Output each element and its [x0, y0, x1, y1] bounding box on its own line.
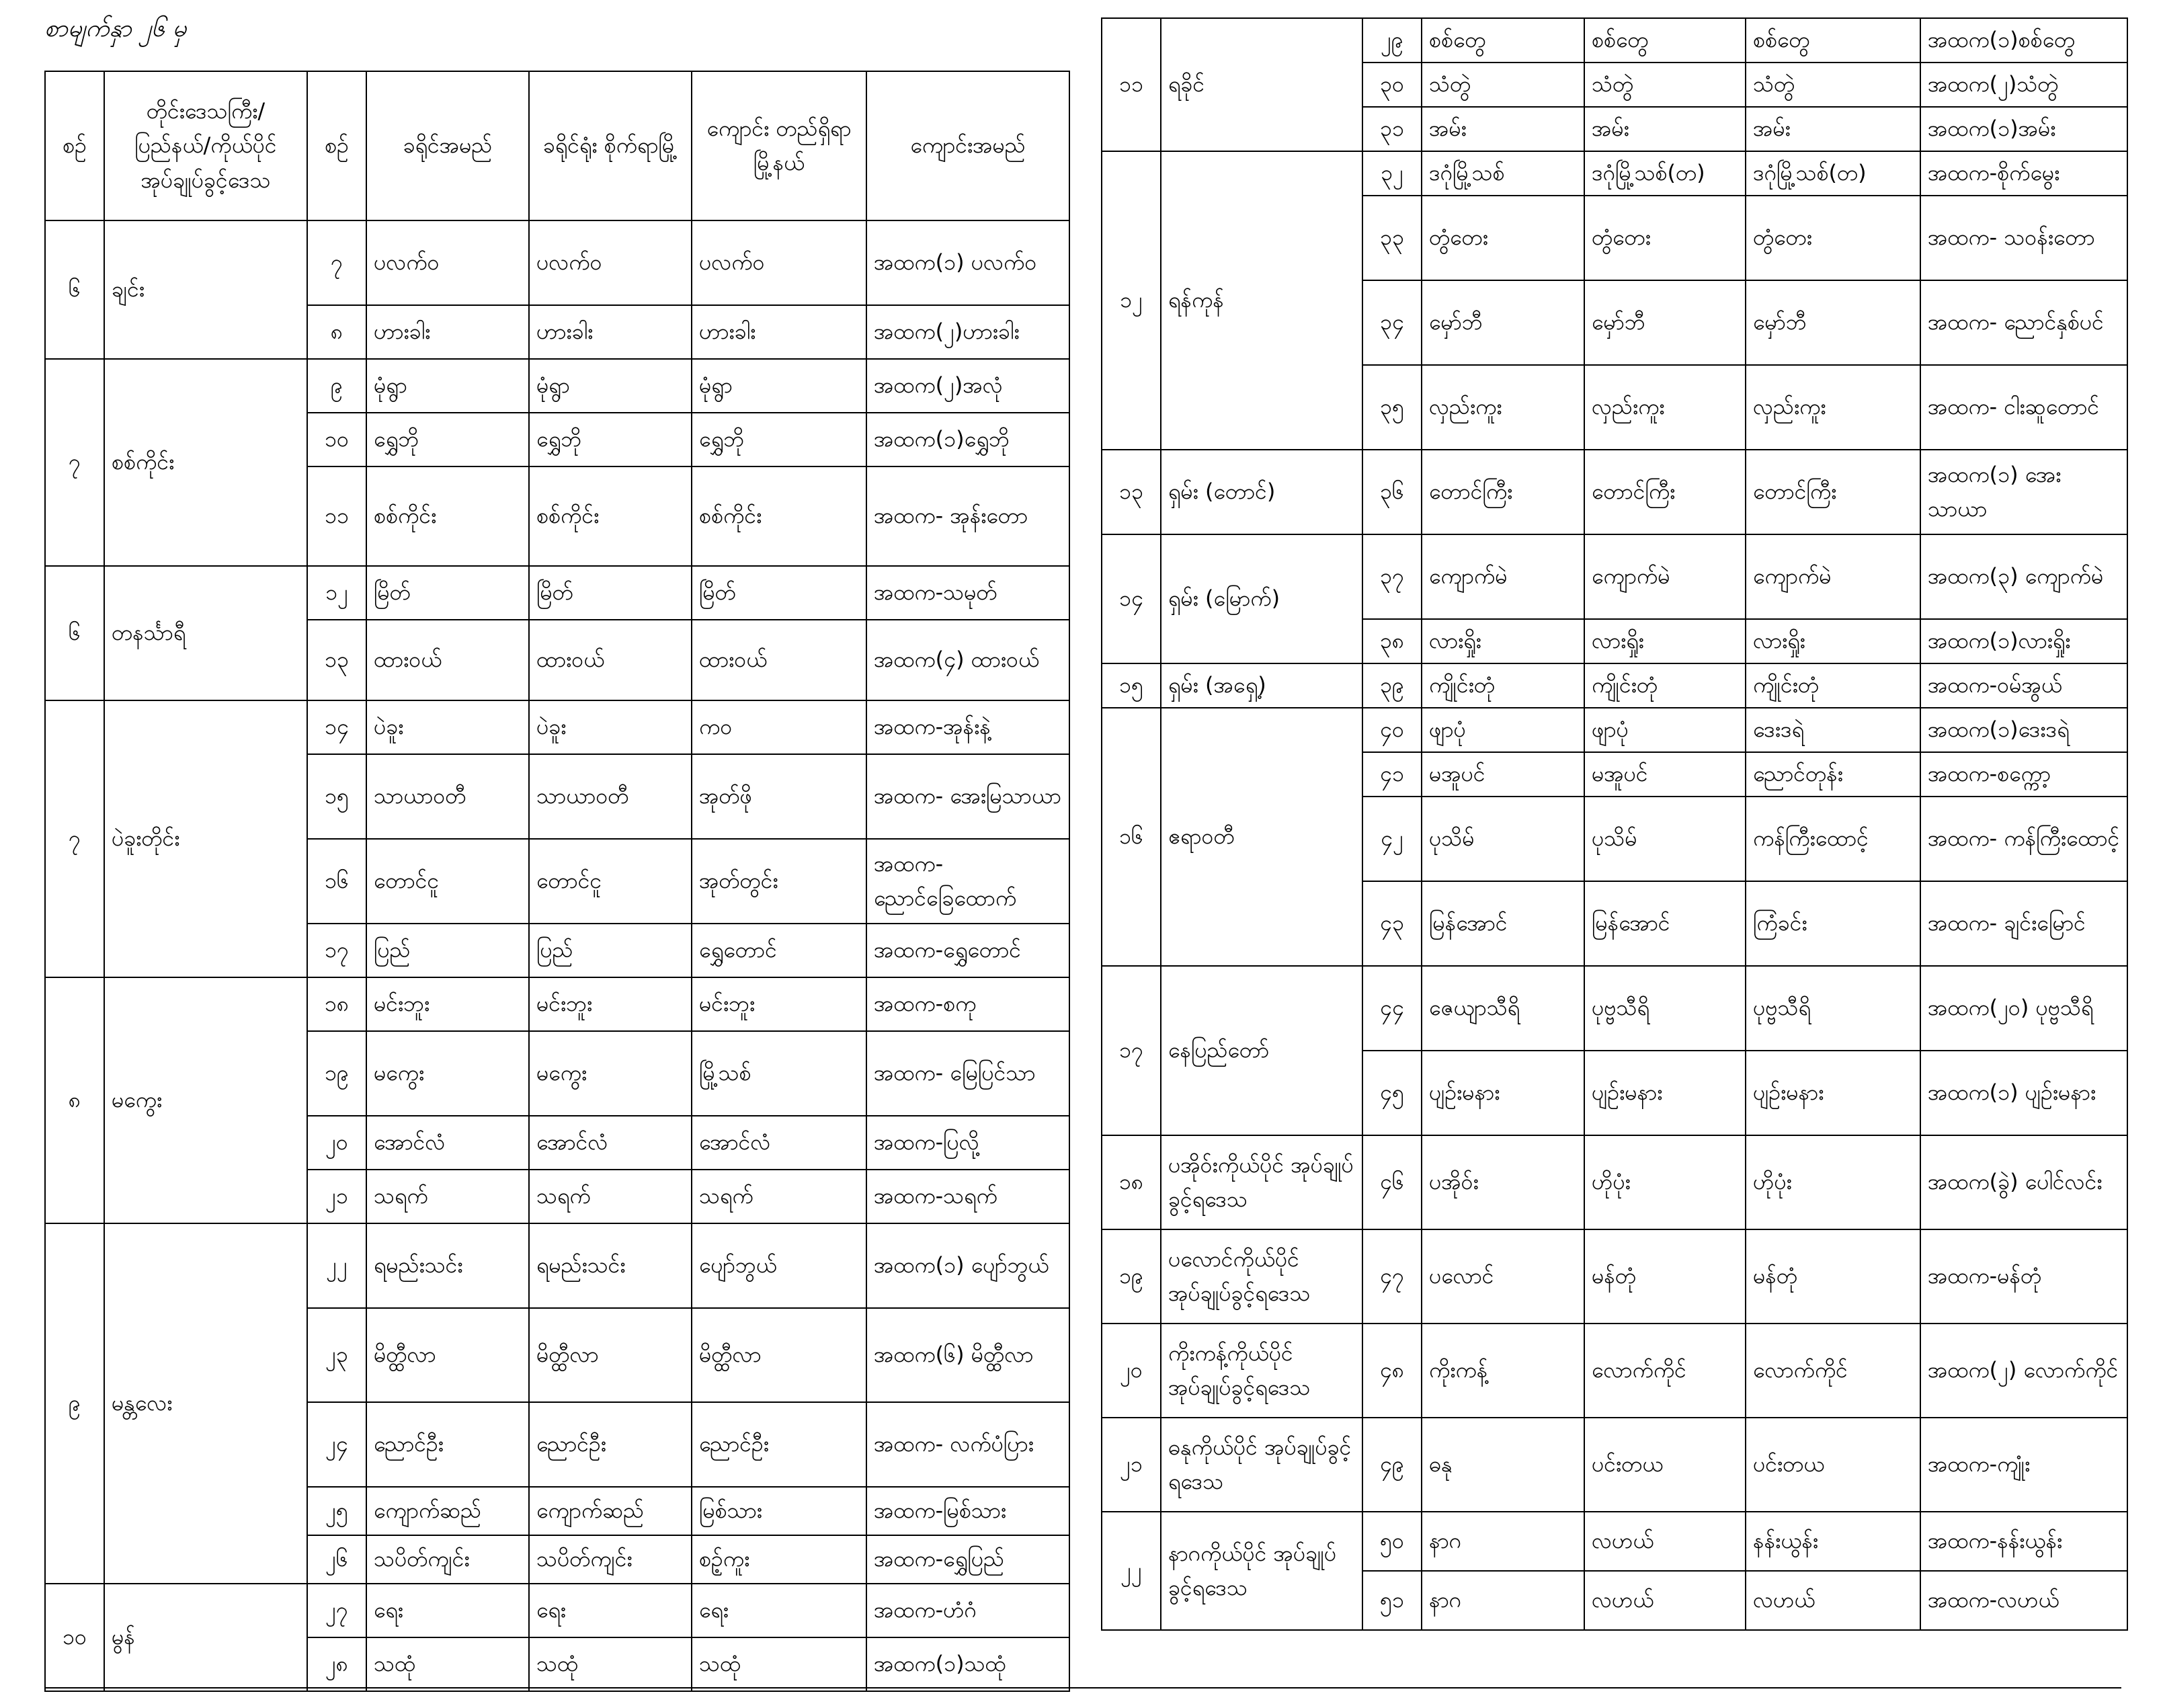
region-name: ချင်း	[104, 220, 307, 359]
school-name: အထက(၁)သထုံ	[866, 1637, 1069, 1691]
header-row	[45, 71, 1069, 220]
region-name: ကိုးကန့်ကိုယ်ပိုင် အုပ်ချုပ်ခွင့်ရဒေသ	[1161, 1324, 1362, 1418]
school-name: အထက- ညောင်ခြေထောက်	[866, 839, 1069, 924]
region-name: မန္တလေး	[104, 1223, 307, 1584]
school-township: ထားဝယ်	[692, 620, 866, 700]
region-name: ရှမ်း (တောင်)	[1161, 450, 1362, 534]
district-name: နာဂ	[1422, 1512, 1584, 1571]
school-township: ပလက်ဝ	[692, 220, 866, 305]
district-hq: ကျောက်မဲ	[1584, 534, 1746, 619]
region-number: ၂၀	[1102, 1324, 1161, 1418]
district-number: ၁၅	[307, 754, 366, 839]
district-hq: မိတ္ထီလာ	[529, 1308, 692, 1402]
district-name: ပျဉ်းမနား	[1422, 1051, 1584, 1135]
right-table	[1101, 17, 2128, 1631]
school-name: အထက-ရွှေတောင်	[866, 924, 1069, 977]
district-number: ၂၅	[307, 1487, 366, 1535]
bottom-rule	[44, 1687, 2121, 1689]
district-hq: သပိတ်ကျင်း	[529, 1535, 692, 1584]
school-name: အထက(၄) ထားဝယ်	[866, 620, 1069, 700]
district-name: မအူပင်	[1422, 752, 1584, 797]
school-name: အထက-သရက်	[866, 1170, 1069, 1223]
school-township: စစ်ကိုင်း	[692, 466, 866, 566]
school-township: အုတ်တွင်း	[692, 839, 866, 924]
district-hq: ပြည်	[529, 924, 692, 977]
school-name: အထက(၂)အလုံ	[866, 359, 1069, 413]
school-name: အထက-နန်းယွန်း	[1920, 1512, 2127, 1571]
school-township: လောက်ကိုင်	[1746, 1324, 1920, 1418]
district-number: ၄၀	[1362, 708, 1422, 752]
district-hq: ပင်းတယ	[1584, 1418, 1746, 1512]
district-hq: မုံရွာ	[529, 359, 692, 413]
region-number: ၈	[45, 977, 104, 1223]
district-name: ပြည်	[366, 924, 529, 977]
district-name: တောင်ငူ	[366, 839, 529, 924]
district-number: ၉	[307, 359, 366, 413]
district-name: မြိတ်	[366, 566, 529, 620]
school-township: ရွှေတောင်	[692, 924, 866, 977]
school-township: ဒေးဒရဲ	[1746, 708, 1920, 752]
district-name: စစ်ကိုင်း	[366, 466, 529, 566]
district-hq: တောင်ကြီး	[1584, 450, 1746, 534]
school-township: ပျော်ဘွယ်	[692, 1223, 866, 1308]
district-hq: ထားဝယ်	[529, 620, 692, 700]
table-row	[1102, 534, 2127, 619]
district-number: ၄၂	[1362, 797, 1422, 881]
school-name: အထက- ကန်ကြီးထောင့်	[1920, 797, 2127, 881]
district-name: ကျိုင်းတုံ	[1422, 663, 1584, 708]
district-number: ၁၆	[307, 839, 366, 924]
table-row	[1102, 1418, 2127, 1512]
district-name: ဖျာပုံ	[1422, 708, 1584, 752]
school-name: အထက(၁) အေးသာယာ	[1920, 450, 2127, 534]
district-hq: လားရှိုး	[1584, 619, 1746, 663]
school-name: အထက-ပြလို့	[866, 1116, 1069, 1170]
district-number: ၃၄	[1362, 280, 1422, 365]
table-row	[45, 359, 1069, 413]
header-no2: စဉ်	[307, 71, 366, 220]
school-name: အထက-မန်တုံ	[1920, 1229, 2127, 1324]
district-name: ဟားခါး	[366, 305, 529, 359]
district-hq: မြန်အောင်	[1584, 881, 1746, 966]
school-township: နန်းယွန်း	[1746, 1512, 1920, 1571]
school-township: မြစ်သား	[692, 1487, 866, 1535]
district-number: ၂၉	[1362, 18, 1422, 63]
district-number: ၃၆	[1362, 450, 1422, 534]
district-number: ၁၂	[307, 566, 366, 620]
school-township: တောင်ကြီး	[1746, 450, 1920, 534]
table-row	[1102, 151, 2127, 196]
table-row	[1102, 1135, 2127, 1229]
district-hq: ဖျာပုံ	[1584, 708, 1746, 752]
district-number: ၄၃	[1362, 881, 1422, 966]
school-township: ကျောက်မဲ	[1746, 534, 1920, 619]
district-number: ၄၅	[1362, 1051, 1422, 1135]
district-hq: လဟယ်	[1584, 1512, 1746, 1571]
district-number: ၃၉	[1362, 663, 1422, 708]
district-hq: ရွှေဘို	[529, 413, 692, 466]
district-number: ၂၇	[307, 1584, 366, 1637]
district-hq: ဟားခါး	[529, 305, 692, 359]
region-number: ၂၂	[1102, 1512, 1161, 1630]
school-township: မုံရွာ	[692, 359, 866, 413]
school-township: လဟယ်	[1746, 1571, 1920, 1630]
district-name: နာဂ	[1422, 1571, 1584, 1630]
district-number: ၁၈	[307, 977, 366, 1031]
school-name: အထက-ဟံဂံ	[866, 1584, 1069, 1637]
header-hq: ခရိုင်ရုံး စိုက်ရာမြို့	[529, 71, 692, 220]
region-number: ၆	[45, 566, 104, 700]
district-number: ၂၂	[307, 1223, 366, 1308]
school-township: မိတ္ထီလာ	[692, 1308, 866, 1402]
school-name: အထက(၃) ကျောက်မဲ	[1920, 534, 2127, 619]
school-name: အထက-စကု	[866, 977, 1069, 1031]
school-name: အထက(၁) ပျော်ဘွယ်	[866, 1223, 1069, 1308]
school-name: အထက- မြေပြင်သာ	[866, 1031, 1069, 1116]
school-township: လားရှိုး	[1746, 619, 1920, 663]
region-number: ၁၁	[1102, 18, 1161, 151]
school-township: မြိတ်	[692, 566, 866, 620]
district-hq: ပလက်ဝ	[529, 220, 692, 305]
region-number: ၆	[45, 220, 104, 359]
region-name: ရန်ကုန်	[1161, 151, 1362, 450]
school-name: အထက-မြစ်သား	[866, 1487, 1069, 1535]
district-hq: စစ်ကိုင်း	[529, 466, 692, 566]
region-number: ၇	[45, 700, 104, 977]
district-hq: မန်တုံ	[1584, 1229, 1746, 1324]
school-name: အထက-လဟယ်	[1920, 1571, 2127, 1630]
district-hq: ဟိုပုံး	[1584, 1135, 1746, 1229]
district-number: ၃၂	[1362, 151, 1422, 196]
school-township: အောင်လံ	[692, 1116, 866, 1170]
region-number: ၁၆	[1102, 708, 1161, 966]
school-name: အထက-အုန်းနဲ့	[866, 700, 1069, 754]
district-number: ၃၈	[1362, 619, 1422, 663]
district-hq: ပုဗ္ဗသီရိ	[1584, 966, 1746, 1051]
region-number: ၁၅	[1102, 663, 1161, 708]
school-township: ဟားခါး	[692, 305, 866, 359]
district-number: ၄၁	[1362, 752, 1422, 797]
school-name: အထက- ချင်းမြောင်	[1920, 881, 2127, 966]
district-number: ၄၈	[1362, 1324, 1422, 1418]
district-name: ကျောက်ဆည်	[366, 1487, 529, 1535]
school-township: မင်းဘူး	[692, 977, 866, 1031]
table-row	[45, 220, 1069, 305]
region-number: ၁၉	[1102, 1229, 1161, 1324]
school-township: ပင်းတယ	[1746, 1418, 1920, 1512]
school-name: အထက- လက်ပံပြား	[866, 1402, 1069, 1487]
region-number: ၁၄	[1102, 534, 1161, 663]
district-number: ၁၁	[307, 466, 366, 566]
district-name: မင်းဘူး	[366, 977, 529, 1031]
table-row	[45, 1584, 1069, 1637]
region-number: ၁၂	[1102, 151, 1161, 450]
district-number: ၄၄	[1362, 966, 1422, 1051]
school-name: အထက(၁)ဒေးဒရဲ	[1920, 708, 2127, 752]
school-township: မန်တုံ	[1746, 1229, 1920, 1324]
district-hq: ပျဉ်းမနား	[1584, 1051, 1746, 1135]
district-name: မိတ္ထီလာ	[366, 1308, 529, 1402]
school-name: အထက- အေးမြသာယာ	[866, 754, 1069, 839]
district-number: ၂၁	[307, 1170, 366, 1223]
district-number: ၃၇	[1362, 534, 1422, 619]
district-hq: သံတွဲ	[1584, 63, 1746, 107]
district-number: ၁၃	[307, 620, 366, 700]
table-row	[1102, 1512, 2127, 1571]
school-name: အထက- သဝန်းတော	[1920, 196, 2127, 280]
district-number: ၄၆	[1362, 1135, 1422, 1229]
school-township: သထုံ	[692, 1637, 866, 1691]
region-number: ၁၈	[1102, 1135, 1161, 1229]
district-hq: ကျောက်ဆည်	[529, 1487, 692, 1535]
school-name: အထက- ညောင်နှစ်ပင်	[1920, 280, 2127, 365]
district-hq: မအူပင်	[1584, 752, 1746, 797]
district-number: ၃၀	[1362, 63, 1422, 107]
district-hq: ညောင်ဦး	[529, 1402, 692, 1487]
left-table	[44, 71, 1070, 1692]
district-name: တွံတေး	[1422, 196, 1584, 280]
region-name: ပဲခူးတိုင်း	[104, 700, 307, 977]
district-hq: လောက်ကိုင်	[1584, 1324, 1746, 1418]
district-hq: အမ်း	[1584, 107, 1746, 151]
district-number: ၈	[307, 305, 366, 359]
table-row	[1102, 966, 2127, 1051]
table-row	[1102, 708, 2127, 752]
school-name: အထက(၂)ဟားခါး	[866, 305, 1069, 359]
district-name: လားရှိုး	[1422, 619, 1584, 663]
school-name: အထက(၁)စစ်တွေ	[1920, 18, 2127, 63]
school-name: အထက- ငါးဆူတောင်	[1920, 365, 2127, 450]
district-name: သာယာဝတီ	[366, 754, 529, 839]
region-number: ၂၁	[1102, 1418, 1161, 1512]
district-hq: ဒဂုံမြို့သစ်(တ)	[1584, 151, 1746, 196]
district-hq: မင်းဘူး	[529, 977, 692, 1031]
table-row	[1102, 18, 2127, 63]
district-number: ၅၁	[1362, 1571, 1422, 1630]
district-name: မှော်ဘီ	[1422, 280, 1584, 365]
table-row	[1102, 1229, 2127, 1324]
school-township: စဥ့်ကူး	[692, 1535, 866, 1584]
header-district: ခရိုင်အမည်	[366, 71, 529, 220]
table-row	[45, 700, 1069, 754]
school-township: ပုဗ္ဗသီရိ	[1746, 966, 1920, 1051]
district-name: ဒဂုံမြို့သစ်	[1422, 151, 1584, 196]
header-school: ကျောင်းအမည်	[866, 71, 1069, 220]
table-row	[1102, 1324, 2127, 1418]
school-township: ပျဉ်းမနား	[1746, 1051, 1920, 1135]
district-hq: ပုသိမ်	[1584, 797, 1746, 881]
district-name: သပိတ်ကျင်း	[366, 1535, 529, 1584]
district-hq: မှော်ဘီ	[1584, 280, 1746, 365]
district-number: ၂၆	[307, 1535, 366, 1584]
school-township: ဟိုပုံး	[1746, 1135, 1920, 1229]
district-hq: ပဲခူး	[529, 700, 692, 754]
region-name: ပအိုဝ်းကိုယ်ပိုင် အုပ်ချုပ်ခွင့်ရဒေသ	[1161, 1135, 1362, 1229]
table-row	[1102, 450, 2127, 534]
district-number: ၂၄	[307, 1402, 366, 1487]
district-name: ပုသိမ်	[1422, 797, 1584, 881]
district-name: တောင်ကြီး	[1422, 450, 1584, 534]
district-hq: အောင်လံ	[529, 1116, 692, 1170]
district-name: ရွှေဘို	[366, 413, 529, 466]
district-hq: လဟယ်	[1584, 1571, 1746, 1630]
district-number: ၅၀	[1362, 1512, 1422, 1571]
region-number: ၉	[45, 1223, 104, 1584]
district-name: ပလောင်	[1422, 1229, 1584, 1324]
region-name: ရှမ်း (အရှေ့)	[1161, 663, 1362, 708]
region-name: ဧရာဝတီ	[1161, 708, 1362, 966]
district-number: ၃၅	[1362, 365, 1422, 450]
table-row	[45, 1223, 1069, 1308]
district-number: ၄၇	[1362, 1229, 1422, 1324]
district-number: ၁၀	[307, 413, 366, 466]
school-name: အထက(၂) လောက်ကိုင်	[1920, 1324, 2127, 1418]
region-name: တနင်္သာရီ	[104, 566, 307, 700]
district-name: ကိုးကန့်	[1422, 1324, 1584, 1418]
district-hq: သရက်	[529, 1170, 692, 1223]
school-name: အထက(၁) ပလက်ဝ	[866, 220, 1069, 305]
school-township: တွံတေး	[1746, 196, 1920, 280]
district-number: ၃၁	[1362, 107, 1422, 151]
school-name: အထက(၁)ရွှေဘို	[866, 413, 1069, 466]
school-township: မြို့သစ်	[692, 1031, 866, 1116]
school-township: အမ်း	[1746, 107, 1920, 151]
district-name: ကျောက်မဲ	[1422, 534, 1584, 619]
school-name: အထက(၆) မိတ္ထီလာ	[866, 1308, 1069, 1402]
school-name: အထက-စိုက်မွေး	[1920, 151, 2127, 196]
school-township: သရက်	[692, 1170, 866, 1223]
school-township: ညောင်တုန်း	[1746, 752, 1920, 797]
region-name: ရခိုင်	[1161, 18, 1362, 151]
school-name: အထက(၁)အမ်း	[1920, 107, 2127, 151]
district-number: ၇	[307, 220, 366, 305]
school-name: အထက-ဝမ်အွယ်	[1920, 663, 2127, 708]
district-name: ညောင်ဦး	[366, 1402, 529, 1487]
school-township: ရွှေဘို	[692, 413, 866, 466]
district-name: ပဲခူး	[366, 700, 529, 754]
district-hq: သထုံ	[529, 1637, 692, 1691]
table-row	[45, 977, 1069, 1031]
region-name: ပလောင်ကိုယ်ပိုင် အုပ်ချုပ်ခွင့်ရဒေသ	[1161, 1229, 1362, 1324]
school-township: လှည်းကူး	[1746, 365, 1920, 450]
district-name: လှည်းကူး	[1422, 365, 1584, 450]
district-name: ထားဝယ်	[366, 620, 529, 700]
region-name: နေပြည်တော်	[1161, 966, 1362, 1135]
header-no: စဉ်	[45, 71, 104, 220]
district-name: သံတွဲ	[1422, 63, 1584, 107]
region-number: ၁၀	[45, 1584, 104, 1691]
school-name: အထက(၁) ပျဉ်းမနား	[1920, 1051, 2127, 1135]
page-note: စာမျက်နှာ ၂၆ မှ	[44, 15, 187, 42]
district-number: ၂၃	[307, 1308, 366, 1402]
school-name: အထက-သမုတ်	[866, 566, 1069, 620]
district-hq: လှည်းကူး	[1584, 365, 1746, 450]
school-township: သံတွဲ	[1746, 63, 1920, 107]
district-hq: မြိတ်	[529, 566, 692, 620]
school-name: အထက- အုန်းတော	[866, 466, 1069, 566]
district-hq: မကွေး	[529, 1031, 692, 1116]
district-name: ပလက်ဝ	[366, 220, 529, 305]
school-township: အုတ်ဖို	[692, 754, 866, 839]
district-name: ရမည်းသင်း	[366, 1223, 529, 1308]
district-hq: သာယာဝတီ	[529, 754, 692, 839]
school-township: ကြံခင်း	[1746, 881, 1920, 966]
school-township: ကဝ	[692, 700, 866, 754]
district-name: မြန်အောင်	[1422, 881, 1584, 966]
table-row	[45, 566, 1069, 620]
district-name: မကွေး	[366, 1031, 529, 1116]
district-name: အောင်လံ	[366, 1116, 529, 1170]
district-number: ၂၀	[307, 1116, 366, 1170]
school-name: အထက-စက္ကော့	[1920, 752, 2127, 797]
region-name: နာဂကိုယ်ပိုင် အုပ်ချုပ်ခွင့်ရဒေသ	[1161, 1512, 1362, 1630]
school-township: ကန်ကြီးထောင့်	[1746, 797, 1920, 881]
school-name: အထက(၂)သံတွဲ	[1920, 63, 2127, 107]
school-name: အထက-ကျုံး	[1920, 1418, 2127, 1512]
district-name: သရက်	[366, 1170, 529, 1223]
school-name: အထက(ခွဲ) ပေါင်လင်း	[1920, 1135, 2127, 1229]
region-name: စစ်ကိုင်း	[104, 359, 307, 566]
region-name: မကွေး	[104, 977, 307, 1223]
school-township: ကျိုင်းတုံ	[1746, 663, 1920, 708]
region-name: ဓနုကိုယ်ပိုင် အုပ်ချုပ်ခွင့်ရဒေသ	[1161, 1418, 1362, 1512]
school-township: ညောင်ဦး	[692, 1402, 866, 1487]
region-number: ၁၃	[1102, 450, 1161, 534]
district-name: ရေး	[366, 1584, 529, 1637]
district-name: ဓနု	[1422, 1418, 1584, 1512]
school-township: စစ်တွေ	[1746, 18, 1920, 63]
district-number: ၃၃	[1362, 196, 1422, 280]
school-township: ရေး	[692, 1584, 866, 1637]
district-name: သထုံ	[366, 1637, 529, 1691]
district-name: စစ်တွေ	[1422, 18, 1584, 63]
district-hq: တွံတေး	[1584, 196, 1746, 280]
region-number: ၇	[45, 359, 104, 566]
school-name: အထက(၂၀) ပုဗ္ဗသီရိ	[1920, 966, 2127, 1051]
district-hq: ရေး	[529, 1584, 692, 1637]
district-hq: ရမည်းသင်း	[529, 1223, 692, 1308]
district-name: ဇေယျာသီရိ	[1422, 966, 1584, 1051]
district-number: ၁၇	[307, 924, 366, 977]
table-row	[1102, 663, 2127, 708]
district-name: မုံရွာ	[366, 359, 529, 413]
header-township: ကျောင်း တည်ရှိရာ မြို့နယ်	[692, 71, 866, 220]
district-name: ပအိုဝ်း	[1422, 1135, 1584, 1229]
school-name: အထက(၁)လားရှိုး	[1920, 619, 2127, 663]
district-hq: ကျိုင်းတုံ	[1584, 663, 1746, 708]
header-region: တိုင်းဒေသကြီး/ ပြည်နယ်/ကိုယ်ပိုင် အုပ်ချုပ်ခွင့်ဒေသ	[104, 71, 307, 220]
district-number: ၁၄	[307, 700, 366, 754]
district-hq: တောင်ငူ	[529, 839, 692, 924]
district-name: အမ်း	[1422, 107, 1584, 151]
district-number: ၁၉	[307, 1031, 366, 1116]
school-name: အထက-ရွှေပြည်	[866, 1535, 1069, 1584]
district-hq: စစ်တွေ	[1584, 18, 1746, 63]
region-number: ၁၇	[1102, 966, 1161, 1135]
school-township: မှော်ဘီ	[1746, 280, 1920, 365]
region-name: ရှမ်း (မြောက်)	[1161, 534, 1362, 663]
region-name: မွန်	[104, 1584, 307, 1691]
district-number: ၂၈	[307, 1637, 366, 1691]
district-number: ၄၉	[1362, 1418, 1422, 1512]
school-township: ဒဂုံမြို့သစ်(တ)	[1746, 151, 1920, 196]
